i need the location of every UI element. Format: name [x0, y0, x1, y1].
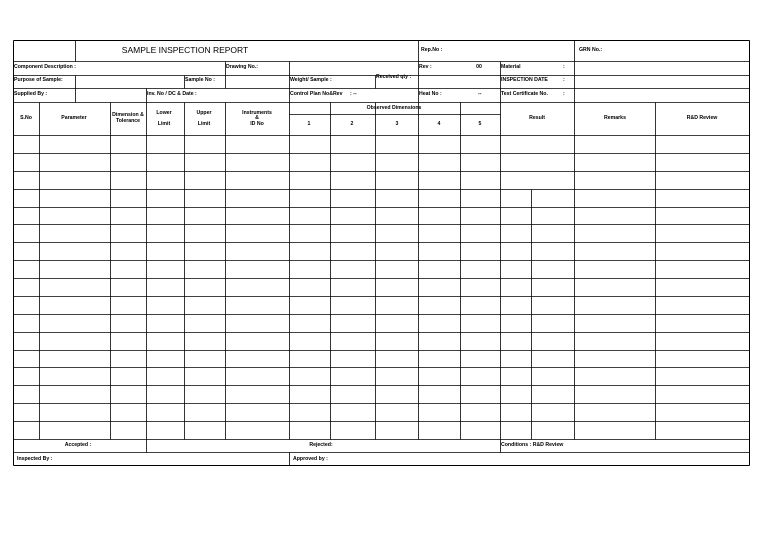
rev-value: 00: [476, 64, 482, 70]
rep-no-label: Rep.No :: [421, 47, 443, 53]
purpose-of-sample-label: Purpose of Sample:: [14, 77, 63, 83]
col-dimension-line1: Dimension &: [112, 112, 144, 118]
col-instruments-line2: &: [255, 115, 259, 121]
col-obs-4: 4: [437, 121, 441, 127]
col-observed-dimensions: Observed Dimensions: [366, 105, 422, 111]
col-parameter: Parameter: [61, 115, 87, 121]
control-plan-label: Control Plan No&Rev: [290, 91, 343, 97]
inv-no-label: Inv. No / DC & Date :: [147, 91, 197, 97]
heat-no-label: Heat No :: [419, 91, 442, 97]
col-obs-2: 2: [350, 121, 354, 127]
material-colon: :: [563, 64, 565, 70]
col-result: Result: [529, 115, 545, 121]
rev-label: Rev :: [419, 64, 432, 70]
rejected-label: Rejected:: [309, 442, 333, 448]
inspection-report-sheet: [13, 40, 750, 466]
sample-no-label: Sample No :: [185, 77, 215, 83]
supplied-by-label: Supplied By :: [14, 91, 48, 97]
grn-no-label: GRN No.:: [579, 47, 603, 53]
col-lower-line1: Lower: [156, 110, 172, 116]
col-remarks: Remarks: [604, 115, 626, 121]
conditions-label: Conditions : R&D Review: [501, 442, 564, 448]
report-title: SAMPLE INSPECTION REPORT: [121, 45, 249, 55]
report-grid-lines: [13, 40, 750, 466]
col-obs-3: 3: [395, 121, 399, 127]
col-rd-review: R&D Review: [686, 115, 718, 121]
component-description-label: Component Description :: [14, 64, 76, 70]
col-upper-line2: Limit: [197, 121, 211, 127]
col-upper-line1: Upper: [196, 110, 212, 116]
col-instruments-line1: Instruments: [242, 110, 272, 116]
test-certificate-colon: :: [563, 91, 565, 97]
col-obs-1: 1: [307, 121, 311, 127]
test-certificate-label: Test Certificate No.: [501, 91, 548, 97]
weight-sample-label: Weight/ Sample :: [290, 77, 332, 83]
inspected-by-label: Inspected By :: [17, 456, 53, 462]
control-plan-value: : --: [350, 91, 357, 97]
drawing-no-label: Drawing No.:: [226, 64, 258, 70]
col-dimension-line2: Tolerance: [115, 118, 141, 124]
approved-by-label: Approved by :: [293, 456, 328, 462]
received-qty-label: Received qty :: [376, 74, 412, 80]
inspection-date-label: INSPECTION DATE: [501, 77, 548, 83]
material-label: Material: [501, 64, 521, 70]
col-obs-5: 5: [478, 121, 482, 127]
heat-no-value: --: [478, 91, 482, 97]
accepted-label: Accepted :: [64, 442, 92, 448]
col-sno: S.No: [20, 115, 32, 121]
col-instruments-line3: ID No: [250, 121, 264, 127]
inspection-date-colon: :: [563, 77, 565, 83]
col-lower-line2: Limit: [157, 121, 171, 127]
